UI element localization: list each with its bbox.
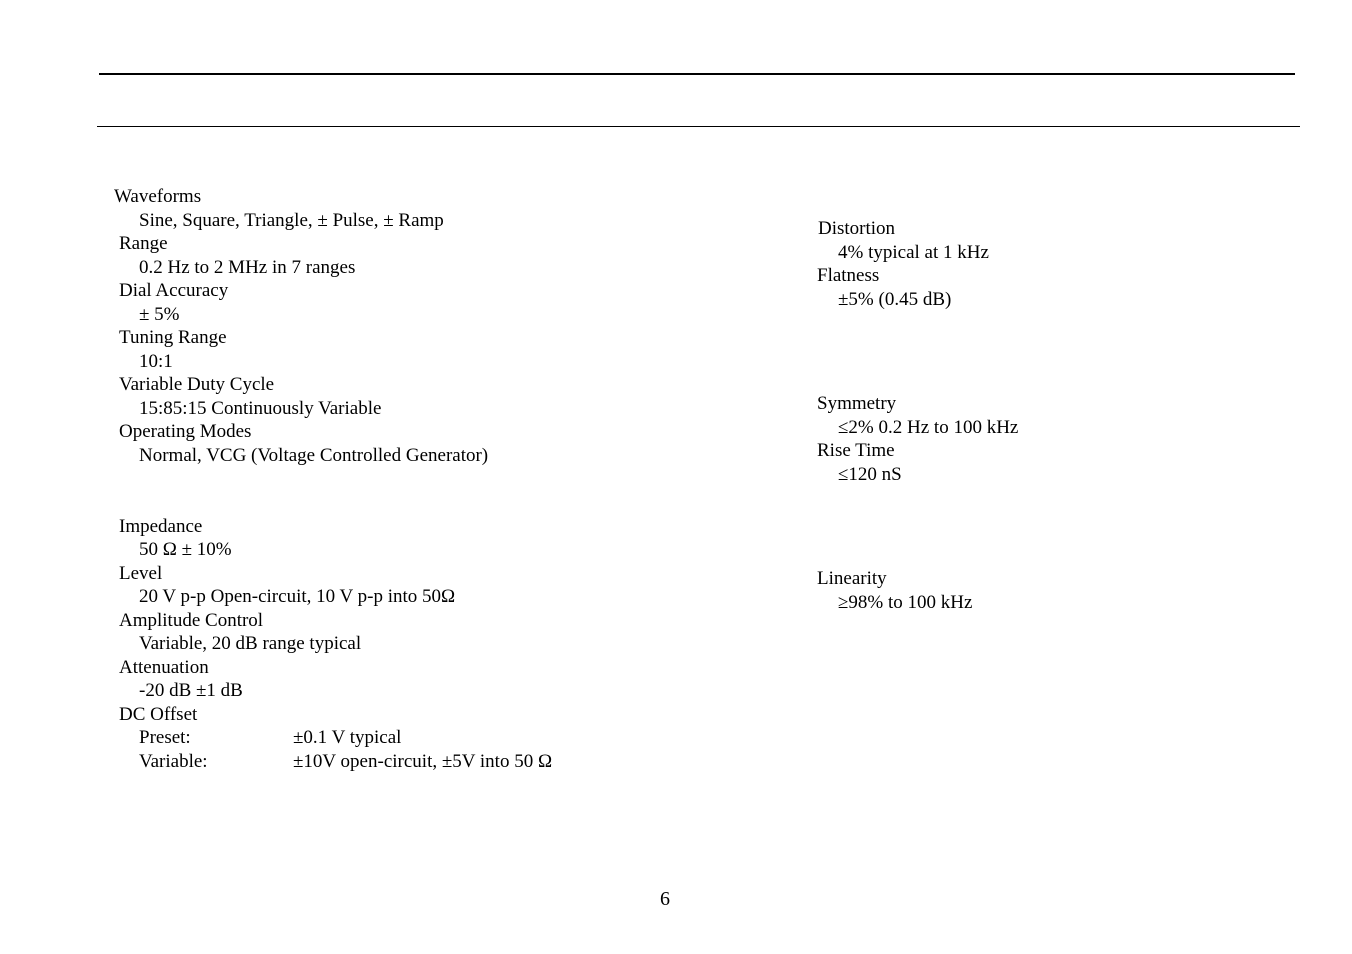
spec-label-distortion: Distortion: [818, 218, 896, 239]
spec-value-range: 0.2 Hz to 2 MHz in 7 ranges: [139, 257, 356, 278]
spec-value-dc-offset-variable: ±10V open-circuit, ±5V into 50 Ω: [293, 751, 553, 772]
spec-label-rise-time: Rise Time: [817, 440, 895, 461]
spec-label-symmetry: Symmetry: [817, 393, 897, 414]
spec-value-symmetry: ≤2% 0.2 Hz to 100 kHz: [838, 417, 1019, 438]
spec-label-duty-cycle: Variable Duty Cycle: [119, 374, 275, 395]
spec-value-dc-offset-preset: ±0.1 V typical: [293, 727, 402, 748]
spec-value-flatness: ±5% (0.45 dB): [838, 289, 952, 310]
spec-label-linearity: Linearity: [817, 568, 887, 589]
page-number: 6: [660, 888, 670, 910]
spec-label-operating-modes: Operating Modes: [119, 421, 252, 442]
spec-label-dc-offset-variable: Variable:: [139, 751, 208, 772]
spec-label-waveforms: Waveforms: [114, 186, 202, 207]
header-rule-bottom: [97, 126, 1300, 127]
spec-label-dc-offset-preset: Preset:: [139, 727, 191, 748]
spec-value-linearity: ≥98% to 100 kHz: [838, 592, 973, 613]
spec-label-range: Range: [119, 233, 168, 254]
spec-value-duty-cycle: 15:85:15 Continuously Variable: [139, 398, 382, 419]
spec-value-dial-accuracy: ± 5%: [139, 304, 180, 325]
spec-label-tuning-range: Tuning Range: [119, 327, 227, 348]
spec-value-operating-modes: Normal, VCG (Voltage Controlled Generator): [139, 445, 489, 466]
spec-value-level: 20 V p-p Open-circuit, 10 V p-p into 50Ω: [139, 586, 456, 607]
spec-value-amplitude-control: Variable, 20 dB range typical: [139, 633, 362, 654]
spec-value-impedance: 50 Ω ± 10%: [139, 539, 232, 560]
spec-label-amplitude-control: Amplitude Control: [119, 610, 264, 631]
spec-value-tuning-range: 10:1: [139, 351, 173, 372]
spec-label-level: Level: [119, 563, 163, 584]
spec-label-dc-offset: DC Offset: [119, 704, 198, 725]
header-rule-top: [99, 73, 1295, 75]
spec-label-dial-accuracy: Dial Accuracy: [119, 280, 229, 301]
spec-label-impedance: Impedance: [119, 516, 203, 537]
spec-value-rise-time: ≤120 nS: [838, 464, 902, 485]
spec-value-waveforms: Sine, Square, Triangle, ± Pulse, ± Ramp: [139, 210, 444, 231]
spec-value-distortion: 4% typical at 1 kHz: [838, 242, 989, 263]
spec-label-flatness: Flatness: [817, 265, 880, 286]
spec-value-attenuation: -20 dB ±1 dB: [139, 680, 243, 701]
spec-label-attenuation: Attenuation: [119, 657, 209, 678]
